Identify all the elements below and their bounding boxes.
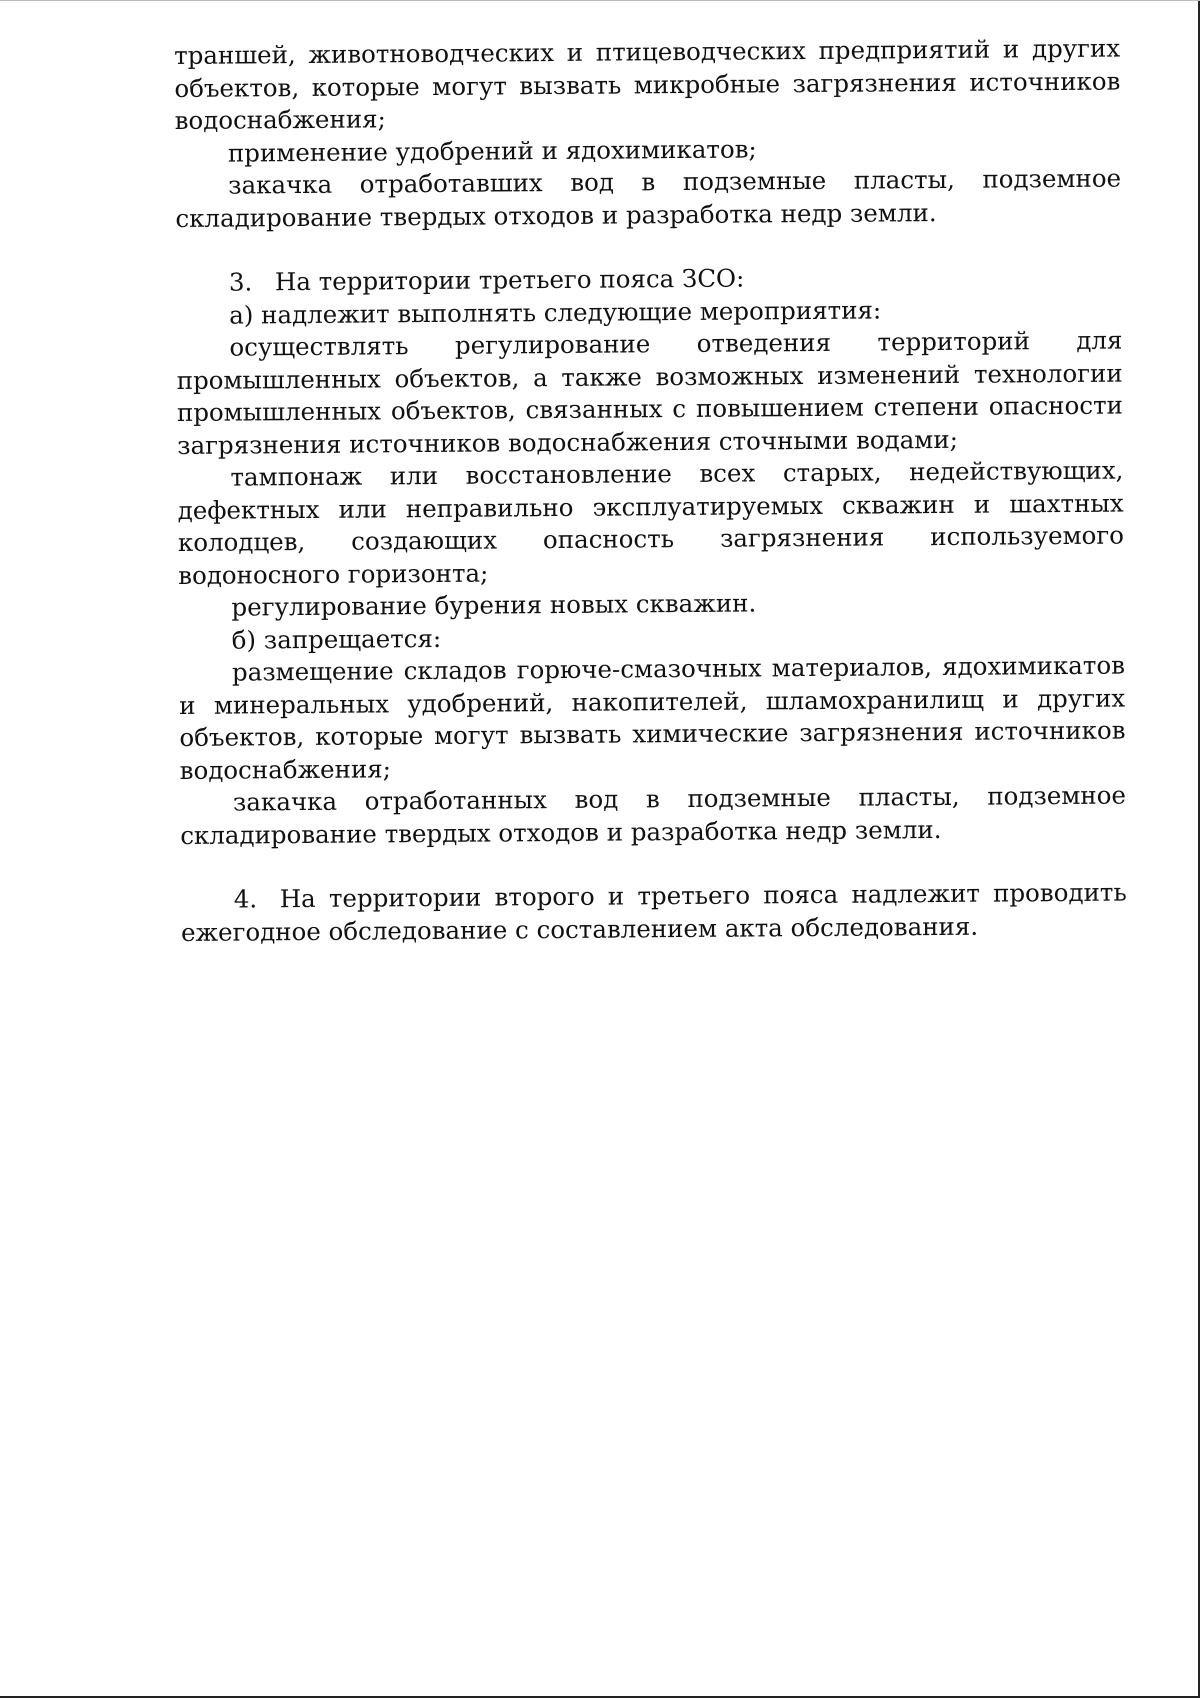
section-3-a-item-1: осуществлять регулирование отведения территорий для промышленных объектов, а также возможных изменений технологии промышленных объектов, связанных с повышением степени опасности загрязнения источников водоснабжения сточными водами; bbox=[176, 325, 1124, 460]
word: закачка bbox=[232, 786, 338, 817]
word: вод bbox=[570, 167, 615, 197]
section-3-a-item-3: регулирование бурения новых скважин. bbox=[231, 588, 757, 622]
paragraph-injection-rest: складирование твердых отходов и разработка недр земли. bbox=[175, 197, 937, 233]
page-edge bbox=[0, 0, 1200, 1]
section-3-title: На территории третьего пояса ЗСО: bbox=[274, 263, 745, 297]
paragraph-injection bbox=[175, 163, 1121, 235]
section-3-a-heading: а) надлежит выполнять следующие мероприятия: bbox=[229, 294, 882, 330]
section-3-a-item-2: тампонаж или восстановление всех старых, недействующих, дефектных или неправильно эксплуатируемых скважин и шахтных колодцев, создающих опасность загрязнения используемого водоносного горизонта; bbox=[177, 455, 1125, 590]
section-4-paragraph bbox=[181, 877, 1127, 949]
section-3-b-heading: б) запрещается: bbox=[231, 623, 442, 655]
word: подземное bbox=[987, 780, 1127, 811]
word: в bbox=[645, 784, 660, 814]
section-3-b-item-2-rest: складирование твердых отходов и разработка недр земли. bbox=[180, 814, 942, 850]
word: подземное bbox=[982, 163, 1122, 194]
word: подземные bbox=[687, 782, 831, 813]
paragraph-fertilizers: применение удобрений и ядохимикатов; bbox=[227, 133, 757, 168]
section-4-text: На территории второго и третьего пояса надлежит проводить ежегодное обследование с составлением акта обследования. bbox=[180, 877, 1127, 947]
section-3-b-item-2 bbox=[180, 780, 1126, 852]
word: вод bbox=[574, 784, 619, 814]
word: пласты, bbox=[853, 164, 955, 195]
word: отработанных bbox=[364, 785, 548, 816]
word: подземные bbox=[682, 165, 827, 197]
document-body bbox=[174, 33, 1127, 949]
word: закачка bbox=[228, 169, 333, 200]
section-3-b-item-1: размещение складов горюче-смазочных материалов, ядохимикатов и минеральных удобрений, накопителей, шламохранилищ и других объектов, которые могут вызвать химические загрязнения источников водоснабжения; bbox=[179, 650, 1126, 785]
word: в bbox=[641, 167, 656, 197]
word: пласты, bbox=[858, 781, 960, 812]
section-4-number: 4. bbox=[233, 884, 258, 914]
section-3-number: 3. bbox=[228, 267, 253, 297]
paragraph-continuation: траншей, животноводческих и птицеводческих предприятий и других объектов, которые могут вызвать микробные загрязнения источников водоснабжения; bbox=[174, 33, 1121, 135]
word: отработавших bbox=[359, 168, 543, 199]
